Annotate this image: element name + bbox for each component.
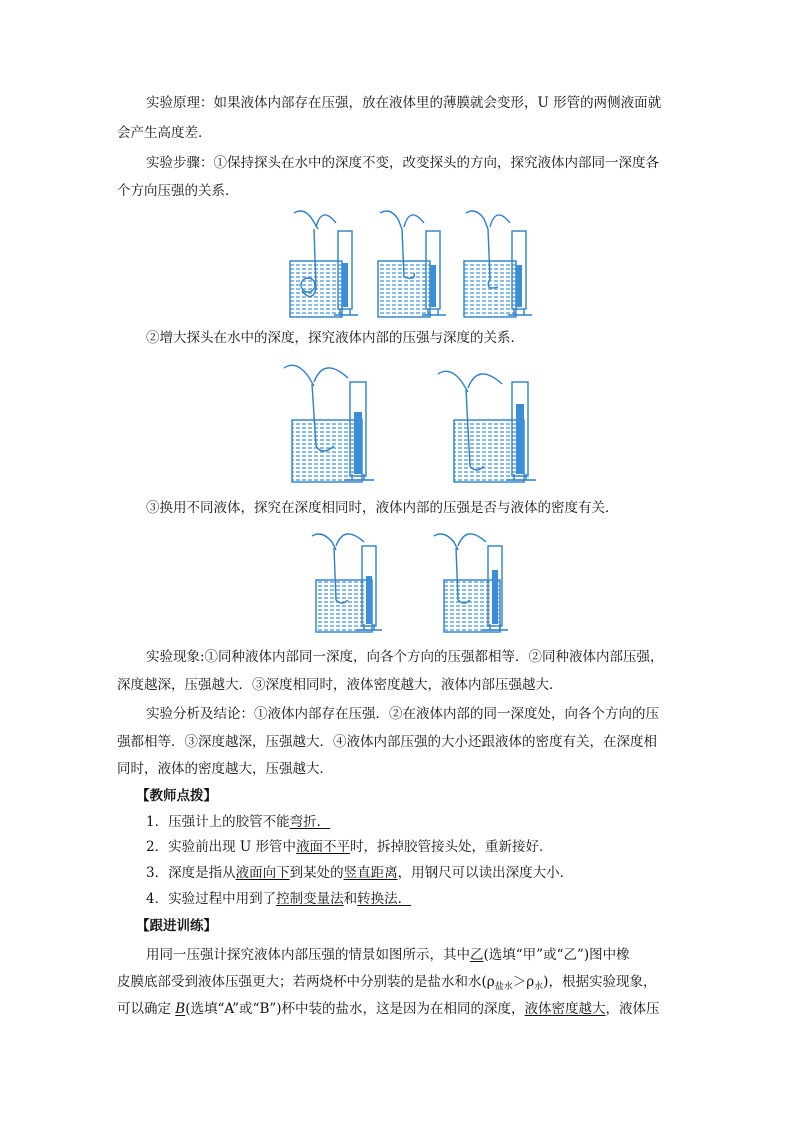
analysis-line-1: 实验分析及结论：①液体内部存在压强．②在液体内部的同一深度处，向各个方向的压 xyxy=(146,706,659,722)
phenomenon-line-1: 实验现象:①同种液体内部同一深度，向各个方向的压强都相等．②同种液体内部压强， xyxy=(146,649,664,665)
teacher-tips-heading: 【教师点拨】 xyxy=(136,788,217,804)
steps-line-2: 个方向压强的关系． xyxy=(117,183,239,199)
steps-line-1: 实验步骤：①保持探头在水中的深度不变，改变探头的方向，探究液体内部同一深度各 xyxy=(146,155,659,171)
tip-2: 2．实验前出现 U 形管中液面不平时，拆掉胶管接头处，重新接好． xyxy=(146,839,553,855)
figure-step1-apparatus xyxy=(284,203,544,323)
principle-line-1: 实验原理：如果液体内部存在压强，放在液体里的薄膜就会变形，U 形管的两侧液面就 xyxy=(146,95,662,111)
phenomenon-line-2: 深度越深，压强越大．③深度相同时，液体密度越大，液体内部压强越大． xyxy=(117,677,563,693)
practice-line-1: 用同一压强计探究液体内部压强的情景如图所示，其中乙(选填“甲”或“乙”)图中橡 xyxy=(146,947,630,963)
tip-1: 1．压强计上的胶管不能弯折． xyxy=(146,814,331,830)
step2-text: ②增大探头在水中的深度，探究液体内部的压强与深度的关系． xyxy=(146,330,524,346)
figure-step2-apparatus xyxy=(278,354,558,486)
practice-heading: 【跟进训练】 xyxy=(136,918,217,934)
analysis-line-2: 强都相等．③深度越深，压强越大．④液体内部压强的大小还跟液体的密度有关，在深度相 xyxy=(117,734,657,750)
tip-4: 4．实验过程中用到了控制变量法和转换法． xyxy=(146,891,412,907)
practice-line-2: 皮膜底部受到液体压强更大；若两烧杯中分别装的是盐水和水$(\rho_{盐水}>\rho_水)$，根据实验现象， xyxy=(117,974,657,992)
analysis-line-3: 同时，液体的密度越大，压强越大． xyxy=(117,761,333,777)
step3-text: ③换用不同液体，探究在深度相同时，液体内部的压强是否与液体的密度有关． xyxy=(146,500,619,516)
figure-step3-apparatus xyxy=(306,524,528,636)
principle-line-2: 会产生高度差． xyxy=(117,125,212,141)
practice-line-3: 可以确定 B(选填“A”或“B”)杯中装的盐水，这是因为在相同的深度，液体密度越大，液体压 xyxy=(117,1001,660,1017)
tip-3: 3．深度是指从液面向下到某处的竖直距离，用钢尺可以读出深度大小． xyxy=(146,865,574,881)
